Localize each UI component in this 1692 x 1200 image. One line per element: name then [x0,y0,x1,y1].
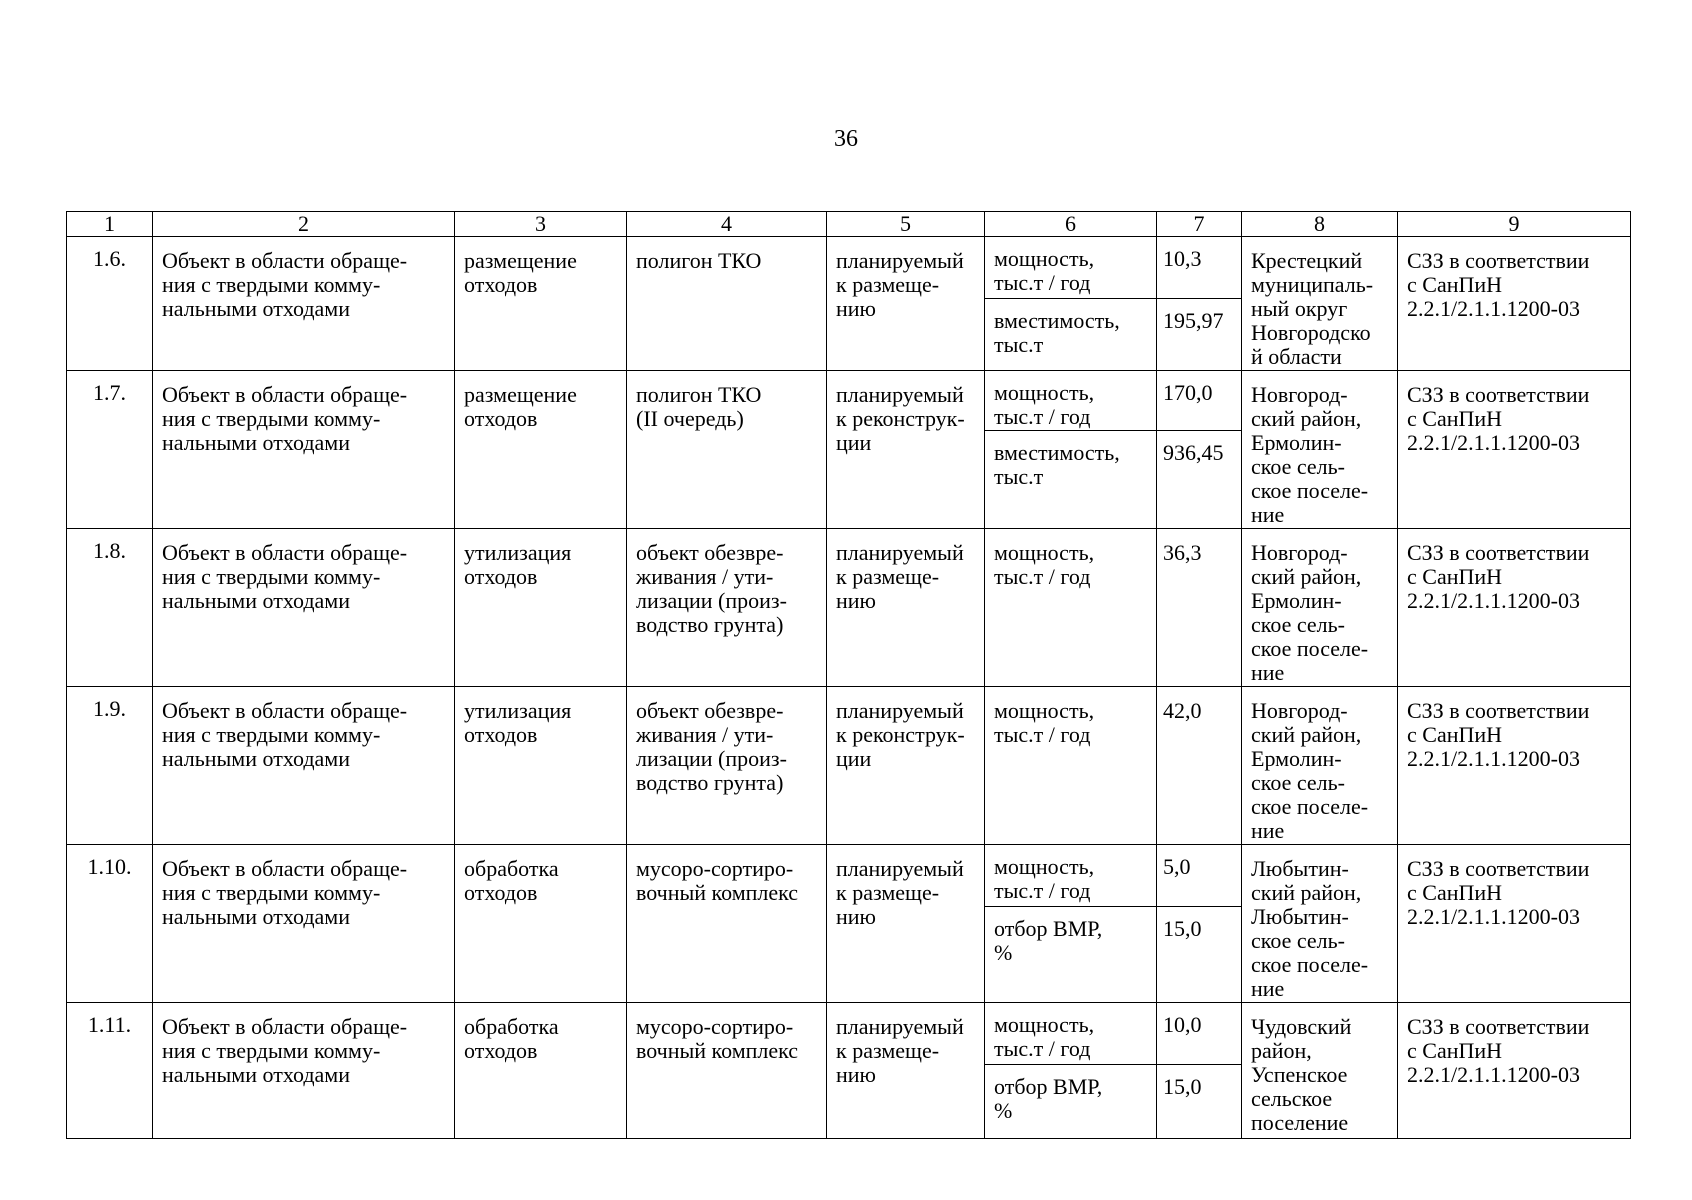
table-row [67,237,1631,299]
type-cell: объект обезвре- живания / ути- лизации (произ- водство грунта) [627,529,827,687]
zone-cell: СЗЗ в соответствии с СанПиН 2.2.1/2.1.1.1200-03 [1398,371,1631,529]
location-cell: Любытин- ский район, Любытин- ское сель- ское поселе- ние [1242,845,1398,1003]
object-cell: Объект в области обраще- ния с твердыми комму- нальными отходами [153,1003,455,1139]
metric-name-cell: мощность, тыс.т / год [985,1003,1157,1065]
column-header: 9 [1398,212,1631,237]
page-number: 36 [834,126,858,152]
object-cell: Объект в области обраще- ния с твердыми комму- нальными отходами [153,371,455,529]
facilities-table [66,211,1631,1139]
column-header: 7 [1157,212,1242,237]
location-cell: Новгород- ский район, Ермолин- ское сель- ское поселе- ние [1242,371,1398,529]
metric-value-cell: 5,0 [1157,845,1242,907]
location-cell: Новгород- ский район, Ермолин- ское сель- ское поселе- ние [1242,529,1398,687]
table-header-row [67,212,1631,237]
table-row [67,529,1631,687]
purpose-cell: обработка отходов [455,845,627,1003]
location-cell: Новгород- ский район, Ермолин- ское сель- ское поселе- ние [1242,687,1398,845]
status-cell: планируемый к размеще- нию [827,529,985,687]
column-header: 5 [827,212,985,237]
row-number: 1.10. [67,845,153,1003]
metric-name-cell: мощность, тыс.т / год [985,687,1157,845]
purpose-cell: обработка отходов [455,1003,627,1139]
column-header: 8 [1242,212,1398,237]
metric-value-cell: 15,0 [1157,1065,1242,1139]
type-cell: полигон ТКО (II очередь) [627,371,827,529]
metric-name-cell: отбор ВМР, % [985,1065,1157,1139]
object-cell: Объект в области обраще- ния с твердыми комму- нальными отходами [153,237,455,371]
column-header: 4 [627,212,827,237]
zone-cell: СЗЗ в соответствии с СанПиН 2.2.1/2.1.1.1200-03 [1398,1003,1631,1139]
metric-value-cell: 42,0 [1157,687,1242,845]
row-number: 1.7. [67,371,153,529]
table-row [67,845,1631,907]
status-cell: планируемый к размеще- нию [827,1003,985,1139]
object-cell: Объект в области обраще- ния с твердыми комму- нальными отходами [153,845,455,1003]
table-row [67,1003,1631,1065]
column-header: 2 [153,212,455,237]
type-cell: мусоро-сортиро- вочный комплекс [627,1003,827,1139]
metric-value-cell: 195,97 [1157,299,1242,371]
location-cell: Чудовский район, Успенское сельское поселение [1242,1003,1398,1139]
metric-name-cell: мощность, тыс.т / год [985,529,1157,687]
object-cell: Объект в области обраще- ния с твердыми комму- нальными отходами [153,687,455,845]
purpose-cell: размещение отходов [455,237,627,371]
purpose-cell: размещение отходов [455,371,627,529]
status-cell: планируемый к размеще- нию [827,845,985,1003]
row-number: 1.9. [67,687,153,845]
row-number: 1.8. [67,529,153,687]
status-cell: планируемый к реконструк- ции [827,687,985,845]
metric-value-cell: 10,0 [1157,1003,1242,1065]
object-cell: Объект в области обраще- ния с твердыми комму- нальными отходами [153,529,455,687]
table-row [67,371,1631,431]
table-row [67,687,1631,845]
metric-name-cell: мощность, тыс.т / год [985,237,1157,299]
metric-name-cell: мощность, тыс.т / год [985,371,1157,431]
location-cell: Крестецкий муниципаль- ный округ Новгородско й области [1242,237,1398,371]
metric-value-cell: 170,0 [1157,371,1242,431]
zone-cell: СЗЗ в соответствии с СанПиН 2.2.1/2.1.1.1200-03 [1398,845,1631,1003]
type-cell: полигон ТКО [627,237,827,371]
metric-value-cell: 15,0 [1157,907,1242,1003]
column-header: 6 [985,212,1157,237]
metric-name-cell: мощность, тыс.т / год [985,845,1157,907]
zone-cell: СЗЗ в соответствии с СанПиН 2.2.1/2.1.1.1200-03 [1398,237,1631,371]
metric-value-cell: 10,3 [1157,237,1242,299]
metric-name-cell: вместимость, тыс.т [985,299,1157,371]
purpose-cell: утилизация отходов [455,529,627,687]
status-cell: планируемый к реконструк- ции [827,371,985,529]
metric-value-cell: 936,45 [1157,431,1242,529]
zone-cell: СЗЗ в соответствии с СанПиН 2.2.1/2.1.1.1200-03 [1398,529,1631,687]
row-number: 1.11. [67,1003,153,1139]
zone-cell: СЗЗ в соответствии с СанПиН 2.2.1/2.1.1.1200-03 [1398,687,1631,845]
metric-name-cell: вместимость, тыс.т [985,431,1157,529]
metric-name-cell: отбор ВМР, % [985,907,1157,1003]
row-number: 1.6. [67,237,153,371]
type-cell: мусоро-сортиро- вочный комплекс [627,845,827,1003]
type-cell: объект обезвре- живания / ути- лизации (произ- водство грунта) [627,687,827,845]
status-cell: планируемый к размеще- нию [827,237,985,371]
purpose-cell: утилизация отходов [455,687,627,845]
column-header: 3 [455,212,627,237]
column-header: 1 [67,212,153,237]
metric-value-cell: 36,3 [1157,529,1242,687]
